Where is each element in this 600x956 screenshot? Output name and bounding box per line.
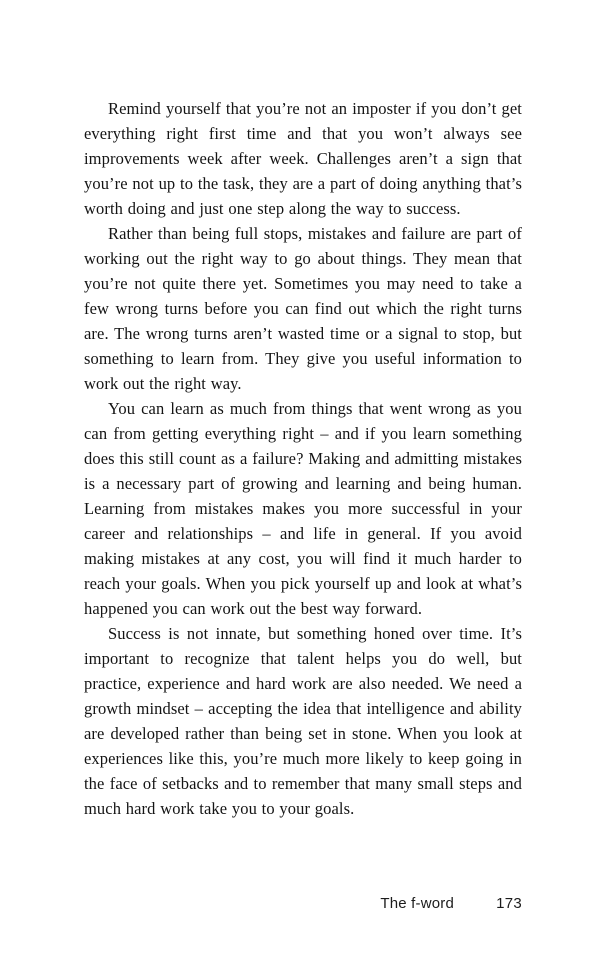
paragraph: You can learn as much from things that went wrong as you can from getting everything right – and if you learn something does this still count as a failure? Making and admitting mistakes is a necessary part of growing and learning and being human. Learning from mistakes makes you more successful in your career and relationships – and life in general. If you avoid making mistakes at any cost, you will find it much harder to reach your goals. When you pick yourself up and look at what’s happened you can work out the best way forward. — [84, 399, 522, 618]
book-page-text — [84, 96, 522, 821]
page-number: 173 — [496, 895, 522, 912]
page-footer — [380, 895, 522, 912]
chapter-title: The f-word — [380, 895, 455, 912]
paragraph: Rather than being full stops, mistakes and failure are part of working out the right way to go about things. They mean that you’re not quite there yet. Sometimes you may need to take a few wrong turns before you can find out which the right turns are. The wrong turns aren’t wasted time or a signal to stop, but something to learn from. They give you useful information to work out the right way. — [84, 224, 522, 393]
paragraph: Remind yourself that you’re not an imposter if you don’t get everything right first time and that you won’t always see improvements week after week. Challenges aren’t a sign that you’re not up to the task, they are a part of doing anything that’s worth doing and just one step along the way to success. — [84, 99, 522, 218]
paragraph: Success is not innate, but something honed over time. It’s important to recognize that talent helps you do well, but practice, experience and hard work are also needed. We need a growth mindset – accepting the idea that intelligence and ability are developed rather than being set in stone. When you look at experiences like this, you’re much more likely to keep going in the face of setbacks and to remember that many small steps and much hard work take you to your goals. — [84, 624, 522, 818]
